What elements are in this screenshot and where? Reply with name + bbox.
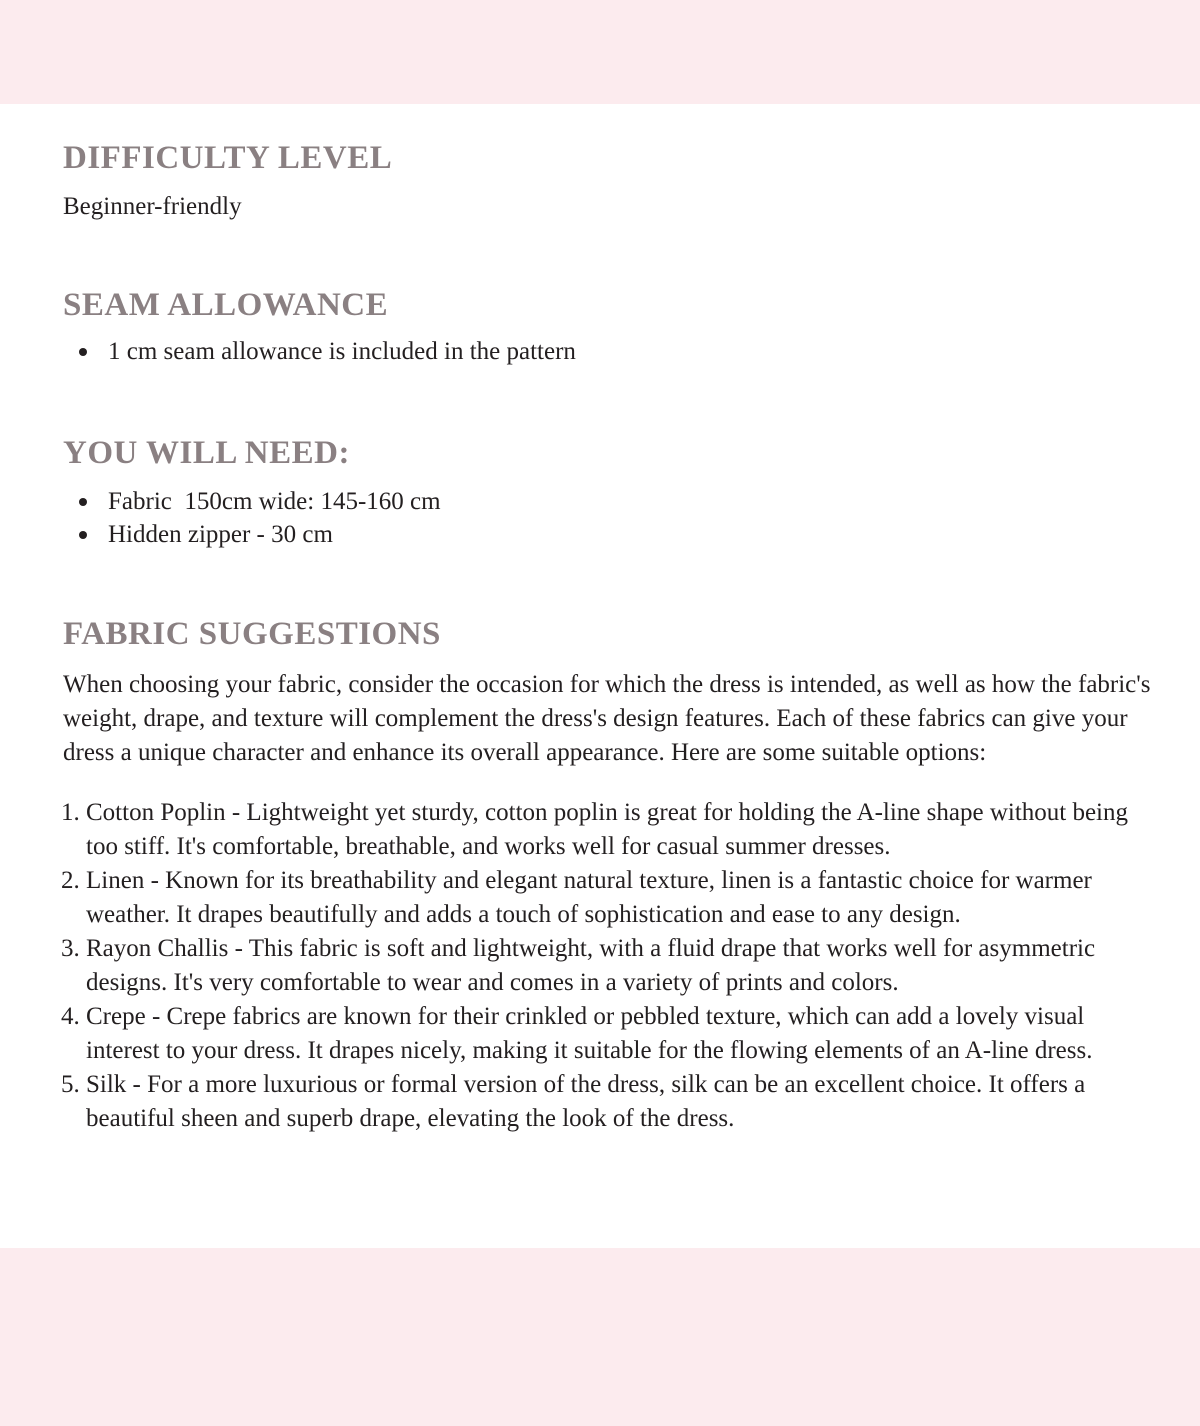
list-item-number: 2. [61, 867, 80, 894]
list-item-text: Fabric 150cm wide: 145-160 cm [108, 488, 441, 515]
list-item [63, 335, 576, 368]
top-pink-band [0, 0, 1200, 104]
list-item [63, 1000, 1153, 1068]
list-item-text: Linen - Known for its breathability and elegant natural texture, linen is a fantastic choice for warmer weather. It drapes beautifully and adds a touch of sophistication and ease to any design. [86, 867, 1092, 928]
you-will-need-section [63, 433, 441, 551]
list-item [63, 485, 441, 518]
list-item-number: 3. [61, 935, 80, 962]
list-item [63, 1068, 1153, 1136]
fabric-suggestions-heading: FABRIC SUGGESTIONS [63, 616, 441, 652]
bullet-icon [79, 531, 87, 539]
difficulty-section [63, 138, 392, 224]
bottom-pink-band [0, 1248, 1200, 1426]
list-item-text: Rayon Challis - This fabric is soft and lightweight, with a fluid drape that works well for asymmetric designs. It's very comfortable to wear and comes in a variety of prints and colors. [86, 935, 1096, 996]
list-item-text: Silk - For a more luxurious or formal version of the dress, silk can be an excellent choice. It offers a beautiful sheen and superb drape, elevating the look of the dress. [86, 1071, 1086, 1132]
list-item-text: 1 cm seam allowance is included in the pattern [108, 338, 576, 365]
seam-allowance-list [63, 335, 576, 368]
seam-allowance-heading: SEAM ALLOWANCE [63, 287, 389, 323]
materials-list [63, 485, 441, 551]
list-item [63, 796, 1153, 864]
seam-allowance-section [63, 285, 576, 368]
difficulty-value: Beginner-friendly [63, 193, 242, 220]
list-item-number: 4. [61, 1003, 80, 1030]
list-item-text: Hidden zipper - 30 cm [108, 521, 333, 548]
list-item [63, 932, 1153, 1000]
fabric-options-list [63, 796, 1153, 1136]
list-item-number: 5. [61, 1071, 80, 1098]
list-item-number: 1. [61, 799, 80, 826]
instructions-panel [0, 104, 1200, 1248]
list-item-text: Cotton Poplin - Lightweight yet sturdy, cotton poplin is great for holding the A-line shape without being too stiff. It's comfortable, breathable, and works well for casual summer dresses. [86, 799, 1129, 860]
bullet-icon [79, 498, 87, 506]
list-item [63, 518, 441, 551]
list-item-text: Crepe - Crepe fabrics are known for their crinkled or pebbled texture, which can add a lovely visual interest to your dress. It drapes nicely, making it suitable for the flowing elements of an A-line dress. [86, 1003, 1093, 1064]
fabric-suggestions-section [63, 614, 1163, 1136]
list-item [63, 864, 1153, 932]
you-will-need-heading: YOU WILL NEED: [63, 435, 350, 471]
difficulty-heading: DIFFICULTY LEVEL [63, 140, 393, 176]
fabric-intro-paragraph: When choosing your fabric, consider the occasion for which the dress is intended, as well as how the fabric's weight, drape, and texture will complement the dress's design features. Each of these fabrics can give your dress a unique character and enhance its overall appearance. Here are some suitable options: [63, 671, 1151, 766]
bullet-icon [79, 348, 87, 356]
